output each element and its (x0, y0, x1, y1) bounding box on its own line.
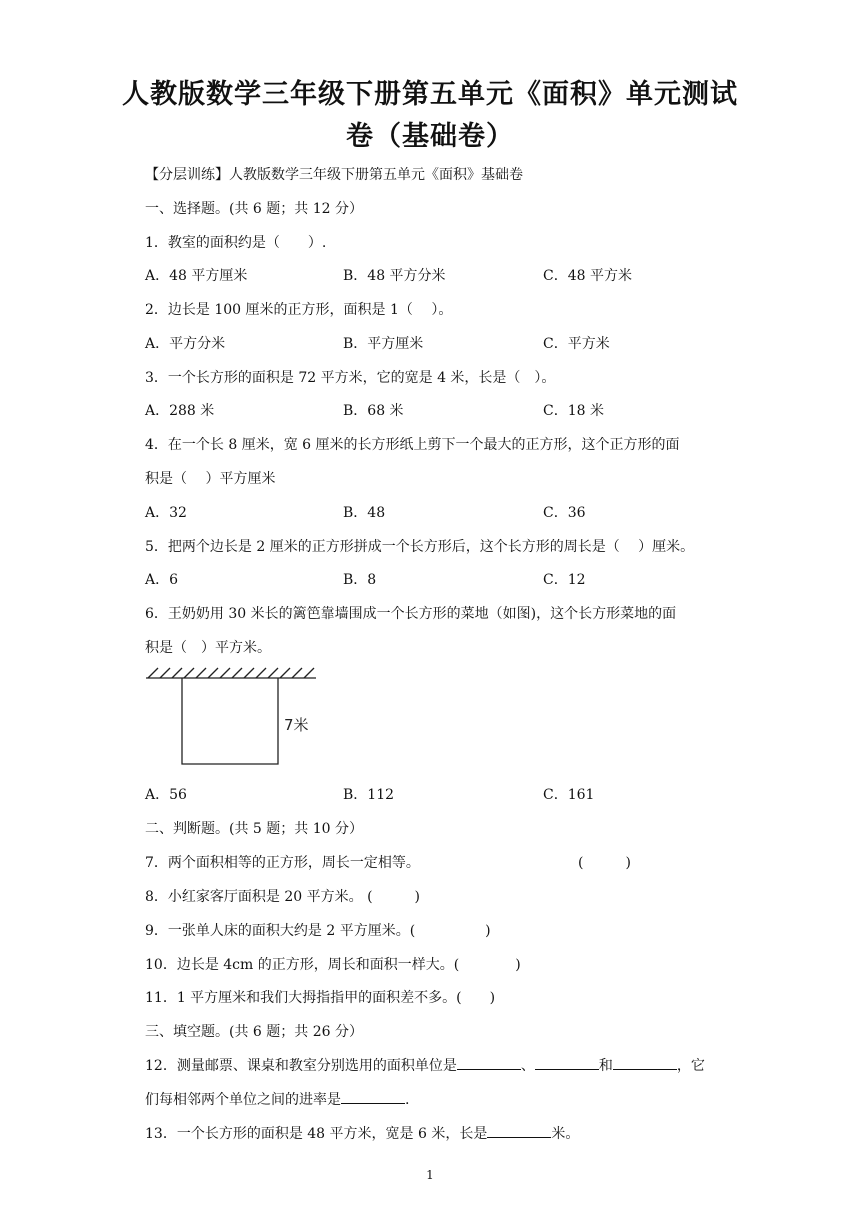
question-12-line-1 (145, 1055, 705, 1075)
section-heading-choice: 一、选择题。(共 6 题；共 12 分） (145, 201, 363, 217)
question-10: 10．边长是 4cm 的正方形，周长和面积一样大。( ) (145, 957, 521, 973)
page-title-line-1: 人教版数学三年级下册第五单元《面积》单元测试 (122, 79, 738, 110)
fence-outline (182, 678, 278, 764)
q12-blank-1[interactable] (457, 1057, 521, 1070)
q4-option-c[interactable]: C．36 (543, 505, 586, 521)
question-6-line-1: 6．王奶奶用 30 米长的篱笆靠墙围成一个长方形的菜地（如图)，这个长方形菜地的面 (145, 606, 677, 622)
question-2: 2．边长是 100 厘米的正方形，面积是 1（ ）。 (145, 302, 453, 318)
subtitle: 【分层训练】人教版数学三年级下册第五单元《面积》基础卷 (145, 167, 523, 183)
q2-option-a[interactable]: A．平方分米 (145, 336, 226, 352)
page-number: 1 (426, 1168, 434, 1182)
question-6-line-2: 积是（ ）平方米。 (145, 640, 271, 656)
q12-sep-2: 和 (598, 1058, 613, 1074)
q2-option-b[interactable]: B．平方厘米 (343, 336, 424, 352)
q12-text-2: ，它 (676, 1058, 705, 1074)
q4-option-b[interactable]: B．48 (343, 505, 386, 521)
q12-end: . (405, 1092, 410, 1108)
q12-text-3: 们每相邻两个单位之间的进率是 (145, 1092, 341, 1108)
q12-text-1: 12．测量邮票、课桌和教室分别选用的面积单位是 (145, 1058, 457, 1074)
q1-option-c[interactable]: C．48 平方米 (543, 268, 632, 284)
q3-option-a[interactable]: A．288 米 (145, 403, 215, 419)
q12-sep-1: 、 (520, 1058, 535, 1074)
q12-blank-2[interactable] (535, 1057, 599, 1070)
q1-option-a[interactable]: A．48 平方厘米 (145, 268, 248, 284)
q5-option-a[interactable]: A．6 (145, 572, 179, 588)
q12-blank-3[interactable] (613, 1057, 677, 1070)
page-title-line-2: 卷（基础卷） (346, 121, 514, 152)
wall-hatching (146, 668, 316, 678)
q2-option-c[interactable]: C．平方米 (543, 336, 610, 352)
q5-option-b[interactable]: B．8 (343, 572, 377, 588)
q1-option-b[interactable]: B．48 平方分米 (343, 268, 446, 284)
question-5: 5．把两个边长是 2 厘米的正方形拼成一个长方形后，这个长方形的周长是（ ）厘米。 (145, 539, 695, 555)
question-9: 9．一张单人床的面积大约是 2 平方厘米。( ) (145, 923, 491, 939)
garden-figure (140, 664, 340, 772)
question-12-line-2 (145, 1089, 409, 1109)
question-1: 1．教室的面积约是（ ）. (145, 235, 327, 251)
q4-option-a[interactable]: A．32 (145, 505, 187, 521)
q3-option-c[interactable]: C．18 米 (543, 403, 604, 419)
q6-option-a[interactable]: A．56 (145, 787, 187, 803)
question-4-line-1: 4．在一个长 8 厘米，宽 6 厘米的长方形纸上剪下一个最大的正方形，这个正方形的面 (145, 437, 680, 453)
question-4-line-2: 积是（ ）平方厘米 (145, 471, 276, 487)
section-heading-fill: 三、填空题。(共 6 题；共 26 分） (145, 1024, 363, 1040)
q13-blank[interactable] (487, 1125, 551, 1138)
question-11: 11．1 平方厘米和我们大拇指指甲的面积差不多。( ) (145, 990, 496, 1006)
q13-text: 13．一个长方形的面积是 48 平方米，宽是 6 米，长是 (145, 1126, 488, 1142)
question-3: 3．一个长方形的面积是 72 平方米，它的宽是 4 米，长是（ ）。 (145, 370, 556, 386)
question-13 (145, 1123, 579, 1143)
q13-end: 米。 (551, 1126, 580, 1142)
q3-option-b[interactable]: B．68 米 (343, 403, 404, 419)
question-7: 7．两个面积相等的正方形，周长一定相等。 (145, 855, 420, 871)
q6-option-b[interactable]: B．112 (343, 787, 395, 803)
q6-option-c[interactable]: C．161 (543, 787, 595, 803)
section-heading-judgment: 二、判断题。(共 5 题；共 10 分） (145, 821, 363, 837)
question-8: 8．小红家客厅面积是 20 平方米。 ( ) (145, 889, 420, 905)
q12-blank-4[interactable] (341, 1091, 405, 1104)
q5-option-c[interactable]: C．12 (543, 572, 586, 588)
q7-answer-parens[interactable]: ( ) (578, 855, 631, 871)
side-length-label: 7米 (284, 716, 309, 734)
